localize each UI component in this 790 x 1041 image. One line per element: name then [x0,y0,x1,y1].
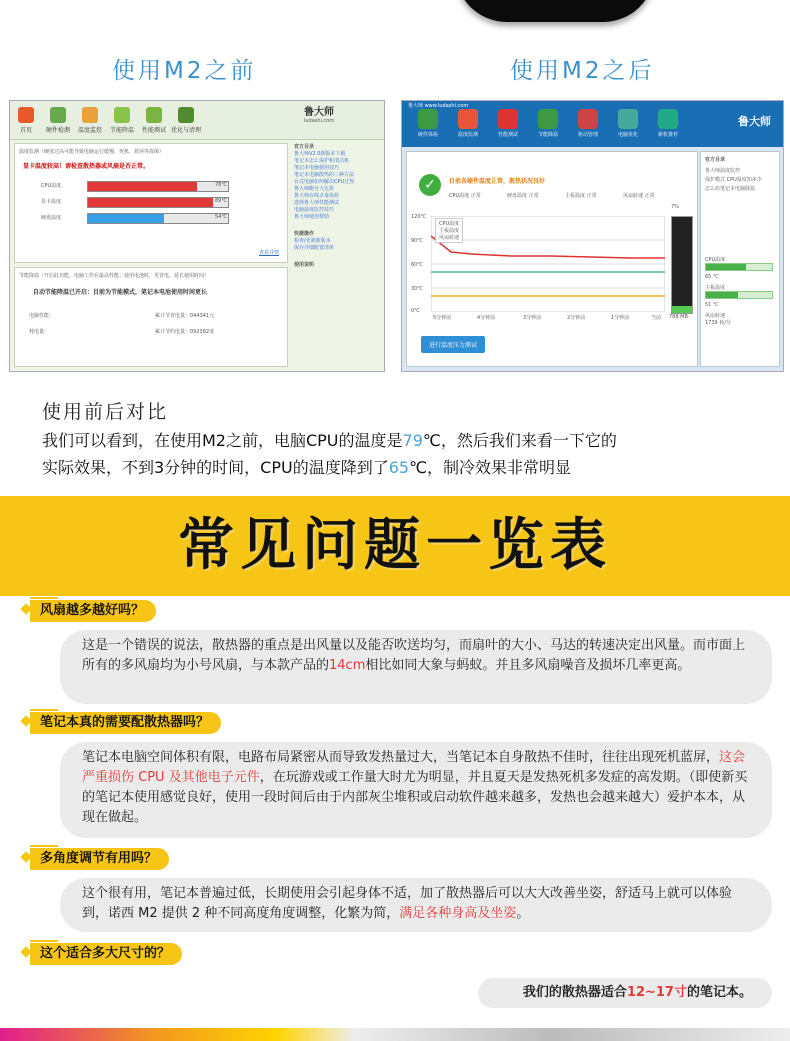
side-link[interactable]: 选择鲁大师性能测试 [294,200,340,206]
side-link[interactable]: 鲁大师在线杀毒体验 [294,193,340,199]
after-titlebar: 鲁大师 www.ludashi.com 硬件体检 温度监测 性能测试 节能降温 驱动管理 电脑优化 新机推荐 鲁大师 [402,101,783,147]
saving-panel: 节能降温（开启此功能，电脑工作在最高性能；使用电池时，更省电，延长使用时间） 自动节能降温已开启：目前为节能模式，笔记本电池使用时间更长 电脑性能： 累计节省电量：044341元 耗电量： 累计节约电量：092382度 [14,267,288,367]
ludashi-logo: 鲁大师 [738,115,771,128]
ludashi-logo: 鲁大师 ludashi.com [304,107,335,124]
compare-line-2: 实际效果，不到3分钟的时间，CPU的温度降到了65℃，制冷效果非常明显 [42,458,572,477]
side-link[interactable]: 鲁大师V2.0新版本下载 [294,151,346,157]
side-link[interactable]: 保护模式 CPU温度知多少 [705,177,762,183]
quick-link[interactable]: 保存详细配置清单 [294,245,335,251]
toolbar-temp: 温度监控 [74,101,106,139]
toolbar-perf: 性能测试 [138,101,170,139]
cpu-temp-bar [87,181,229,192]
after-screenshot [401,100,784,372]
faq-answer-2: 笔记本电脑空间体积有限，电路布局紧密从而导致发热量过大，当笔记本自身散热不佳时，往往出现死机蓝屏，这会严重损伤 CPU 及其他电子元件，在玩游戏或工作量大时尤为明显，并且夏天是发热死机多发症的高发期。（即使新买的笔记本使用感觉良好，使用一段时间后由于内部灰尘堆积或启动软件越来越多，发热也会越来越大）爱护本本，从现在做起。 [60,742,772,838]
after-side-panel: 官方目录 鲁大师温度监控 保护模式 CPU温度知多少 怎么给笔记本电脑降温 CPU温度 65 ℃ 主板温度 51 ℃ 风扇转速 1739 转/分 [700,151,780,367]
faq-question-1: 风扇越多越好吗？ [30,600,156,622]
temp-monitor-panel: ✓ 目前各硬件温度正常，散热状况良好 CPU温度 正常 硬盘温度 正常 主板温度 正常 风扇转速 正常 120℃ 90℃ 60℃ 30℃ 0℃ CPU温度 主板温度 风扇转速 5分钟前 4分钟前 3分钟前 2分钟前 1分钟前 当前 7% 788 MB 进行温度压力测试 [406,151,698,367]
tab-optimize: 电脑优化 [608,109,648,138]
side-link[interactable]: 电脑温度监控技巧 [294,207,335,213]
laptop-icon [658,109,678,129]
cpu-temp-bar [705,263,773,271]
side-link[interactable]: 鲁大师使用帮助 [294,214,330,220]
faq-answer-4: 我们的散热器适合12~17寸的笔记本。 [478,978,772,1008]
side-link[interactable]: 鲁大师温度监控 [705,168,741,174]
side-links: 官方目录 鲁大师V2.0新版本下载 笔记本怎么保护和清洁机 笔记本电脑使用技巧 笔记本电脑散热的三种方法 台式电脑如何解决CPU过热 鲁大师跑分大比拼 鲁大师在线杀毒体验 选择鲁大师性能测试 电脑温度监控技巧 鲁大师使用帮助 快捷操作 检查/更新新版本 保存详细配置清单 使用说明 [294,143,380,268]
cpu-usage-gauge [671,216,693,314]
compare-heading: 使用前后对比 [42,401,169,423]
check-icon: ✓ [419,174,441,196]
faq-answer-1: 这是一个错误的说法，散热器的重点是出风量以及能否吹送均匀，而扇叶的大小、马达的转速决定出风量。而市面上所有的多风扇均为小号风扇，与本款产品的14cm相比如同大象与蚂蚁。并且多风扇噪音及损坏几率更高。 [60,630,772,704]
faq-question-2: 笔记本真的需要配散热器吗？ [30,712,221,734]
board-temp-bar [705,291,773,299]
faq-answer-3: 这个很有用，笔记本普遍过低，长期使用会引起身体不适，加了散热器后可以大大改善坐姿，舒适马上就可以体验到，诺西 M2 提供 2 种不同高度角度调整，化繁为简，满足各种身高及坐姿。 [60,878,772,932]
faq-banner [0,496,790,596]
before-title: 使用M2之前 [112,58,257,84]
faq-banner-title: 常见问题一览表 [178,513,612,578]
bottom-decoration [0,1028,790,1041]
broom-icon [618,109,638,129]
chart-legend: CPU温度 主板温度 风扇转速 [435,218,463,243]
product-device-edge [455,0,655,22]
chip-icon [578,109,598,129]
before-screenshot [9,100,385,372]
side-link[interactable]: 鲁大师跑分大比拼 [294,186,335,192]
faq-question-4: 这个适合多大尺寸的？ [30,943,182,965]
side-link[interactable]: 怎么给笔记本电脑降温 [705,186,756,192]
hardware-icon [50,107,66,123]
leaf-icon [114,107,130,123]
toolbar-hardware: 硬件检测 [42,101,74,139]
quick-link[interactable]: 检查/更新新版本 [294,238,331,244]
before-toolbar [10,101,384,140]
side-link[interactable]: 笔记本电脑散热的三种方法 [294,172,355,178]
temp-panel: 温度监测（硬度过高可能导致电脑运行缓慢、死机、蓝屏等故障） 显卡温度较高！请检查散热器或风扇是否正常。 CPU温度 78℃ 显卡温度 89℃ 硬盘温度 54℃ 查看详情 [14,143,288,263]
stress-test-button[interactable]: 进行温度压力测试 [421,336,485,353]
leaf-icon [538,109,558,129]
broom-icon [178,107,194,123]
after-title: 使用M2之后 [510,58,655,84]
tab-perf: 性能测试 [488,109,528,138]
home-icon [18,107,34,123]
compare-line-1: 我们可以看到，在使用M2之前，电脑CPU的温度是79℃，然后我们来看一下它的 [42,431,617,450]
star-icon [146,107,162,123]
tab-newpc: 新机推荐 [648,109,688,138]
tab-driver: 驱动管理 [568,109,608,138]
toolbar-home: 首页 [10,101,42,139]
side-link[interactable]: 笔记本电脑使用技巧 [294,165,340,171]
tab-temp: 温度监测 [448,109,488,138]
tab-saving: 节能降温 [528,109,568,138]
faq-question-3: 多角度调节有用吗？ [30,848,169,870]
disk-temp-bar [87,213,229,224]
side-link[interactable]: 笔记本怎么保护和清洁机 [294,158,350,164]
temp-history-chart [431,216,665,312]
side-link[interactable]: 台式电脑如何解决CPU过热 [294,179,355,185]
gauge-icon [498,109,518,129]
toolbar-optimize: 优化与清理 [170,101,202,139]
view-detail-link[interactable]: 查看详情 [258,250,279,256]
toolbar-saving: 节能降温 [106,101,138,139]
tab-hardware: 硬件体检 [408,109,448,138]
monitor-icon [418,109,438,129]
gpu-temp-bar [87,197,229,208]
thermometer-icon [458,109,478,129]
thermometer-icon [82,107,98,123]
